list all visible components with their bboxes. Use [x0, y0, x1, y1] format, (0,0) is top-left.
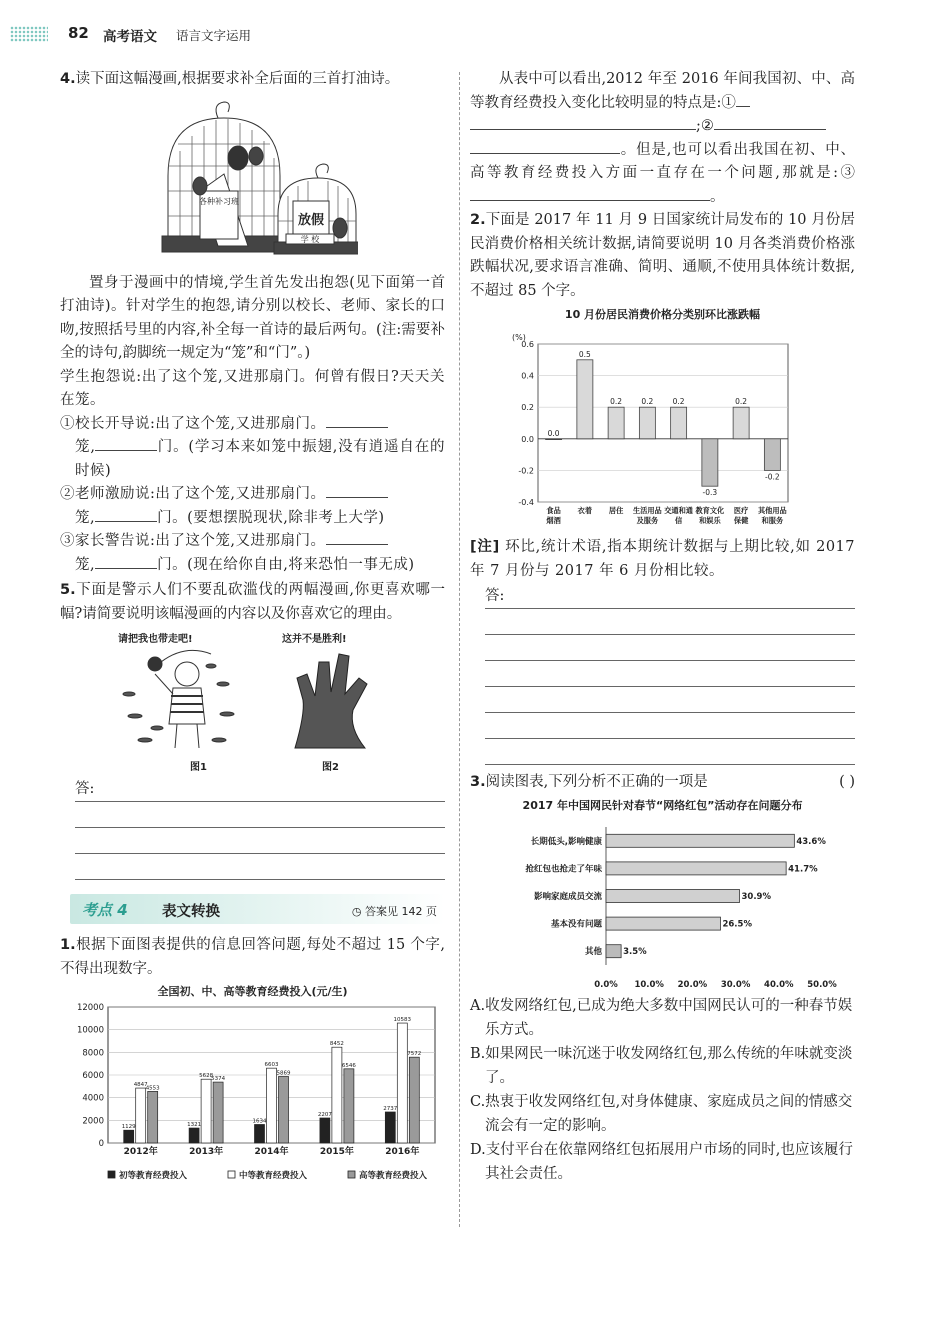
chart2-category-label: 信 — [675, 516, 683, 525]
chart2-category-label: 保健 — [733, 516, 749, 525]
cartoon-label-school: 学 校 — [300, 234, 319, 244]
q2-answer-line-7[interactable] — [485, 739, 855, 765]
clock-icon: ◷ — [351, 905, 365, 918]
q1-blank-1[interactable] — [470, 116, 696, 130]
chart2-ytick-label: -0.4 — [518, 498, 534, 507]
chart1-bar — [397, 1023, 407, 1143]
q5-answer-line-1[interactable]: 答: — [75, 776, 445, 802]
q4-instruction: 置身于漫画中的情境,学生首先发出抱怨(见下面第一首打油诗)。针对学生的抱怨,请分别以校长、老师、家长的口吻,按照括号里的内容,补全每一首诗的最后两句。(注:需要补全的诗句,韵脚统一规定为“笼”和“门”。) — [60, 274, 445, 361]
chart1-data-label: 5374 — [211, 1076, 226, 1083]
cartoon-label-holiday: 放假 — [297, 212, 324, 228]
chart1-ytick-label: 8000 — [82, 1048, 104, 1059]
poem3-blank-b[interactable] — [95, 555, 157, 569]
tree-stump-hand — [295, 654, 367, 748]
column-divider — [459, 72, 460, 1227]
chart2-ylabel: (%) — [512, 333, 526, 342]
chart3-category-label: 抢红包也抢走了年味 — [525, 863, 602, 874]
fig2-drawing — [275, 644, 385, 756]
chart3-xtick-label: 40.0% — [764, 979, 794, 990]
chart1-data-label: 2737 — [383, 1105, 398, 1112]
poem1-blank-b[interactable] — [95, 437, 157, 451]
chart2-ytick-label: 0.0 — [521, 434, 534, 444]
kaodian-tag: 考点 4 — [82, 901, 128, 919]
chart2-category-label: 及服务 — [636, 516, 659, 525]
chart2-category-label: 和服务 — [761, 516, 784, 525]
chart1-ytick-label: 2000 — [82, 1116, 104, 1127]
chart2-category-label: 其他用品 — [757, 506, 787, 515]
chart2-category-label: 衣着 — [577, 506, 593, 515]
q2-answer-line-2[interactable] — [485, 609, 855, 635]
chart1-bar — [320, 1118, 330, 1143]
chart1-bar — [136, 1088, 146, 1143]
q5-prompt: 5.下面是警示人们不要乱砍滥伐的两幅漫画,你更喜欢哪一幅?请简要说明该幅漫画的内容以及你喜欢它的理由。 — [60, 582, 445, 622]
chart1-legend-label: 初等教育经费投入 — [119, 1171, 188, 1181]
chart1-bar — [148, 1091, 158, 1143]
chart1-data-label: 5869 — [276, 1070, 291, 1077]
chart3-xtick-label: 0.0% — [594, 979, 618, 990]
chart2-bar — [733, 407, 749, 439]
chart1-data-label: 4553 — [145, 1085, 160, 1092]
chart1-bar — [267, 1068, 277, 1143]
chart1-legend-swatch — [228, 1171, 235, 1178]
q3-prompt: 3.阅读图表,下列分析不正确的一项是 ( ) — [470, 771, 855, 795]
chart1-data-label: 1321 — [187, 1122, 202, 1129]
person-head — [175, 662, 199, 686]
birdcage-cartoon — [148, 96, 358, 266]
chart3-category-label: 影响家庭成员交流 — [533, 891, 602, 902]
chart1-ytick-label: 10000 — [76, 1025, 104, 1036]
chart3-data-label: 43.6% — [796, 836, 826, 847]
chart1-bar — [385, 1112, 395, 1143]
q3-option-b[interactable]: B.如果网民一味沉迷于收发网络红包,那么传统的年味就变淡了。 — [470, 1045, 853, 1086]
chart3-data-label: 30.9% — [741, 891, 771, 902]
chart3-data-label: 26.5% — [722, 919, 752, 930]
q3-option-c[interactable]: C.热衷于收发网络红包,对身体健康、家庭成员之间的情感交流会有一定的影响。 — [470, 1093, 853, 1134]
chart1-ytick-label: 6000 — [82, 1071, 104, 1081]
chart1-ytick-label: 12000 — [76, 1003, 104, 1013]
chart2-category-label: 居住 — [608, 506, 624, 515]
fig1-caption: 请把我也带走吧! — [118, 634, 193, 645]
small-cage-hook — [315, 164, 327, 178]
chart1-legend-label: 高等教育经费投入 — [359, 1171, 428, 1181]
chart1-data-label: 10583 — [393, 1017, 412, 1024]
cartoon-label-classes: 各种补习班 — [198, 196, 239, 206]
chart1-data-label: 5628 — [199, 1073, 214, 1080]
chart2-data-label: 0.0 — [547, 428, 560, 438]
poem2-blank-b[interactable] — [95, 508, 157, 522]
chart1-legend-swatch — [348, 1171, 355, 1178]
poem1-blank-a[interactable] — [326, 414, 388, 428]
chart3-xtick-label: 10.0% — [634, 979, 664, 990]
chart1-bar — [332, 1047, 342, 1143]
chart1-data-label: 4847 — [133, 1082, 148, 1089]
q4-poem-1: ①校长开导说:出了这个笼,又进那扇门。 笼, 门。(学习本来如笼中振翅,没有逍遥自在的时候) — [60, 415, 446, 479]
chart2-ytick-label: 0.2 — [521, 403, 534, 413]
red-packet-problems-chart — [470, 817, 855, 992]
chart3-category-label: 其他 — [584, 946, 602, 957]
q1-blank-1a[interactable] — [736, 93, 750, 107]
q2-answer-line-6[interactable] — [485, 713, 855, 739]
chart2-ytick-label: 0.4 — [521, 371, 534, 381]
chart2-data-label: 0.2 — [610, 397, 623, 407]
chart1-bar — [409, 1057, 419, 1143]
book-title: 高考语文 — [103, 29, 157, 45]
q5-answer-area — [60, 776, 445, 880]
deforestation-cartoons — [60, 626, 445, 776]
chart2-category-label: 生活用品 — [632, 506, 662, 515]
chart3-xtick-label: 30.0% — [720, 979, 751, 990]
chart1-bar — [189, 1128, 199, 1143]
q4-prompt: 4.读下面这幅漫画,根据要求补全后面的三首打油诗。 — [60, 71, 400, 87]
chart1-data-label: 2207 — [317, 1111, 332, 1118]
chart1-ytick-label: 4000 — [82, 1093, 104, 1104]
q3-option-d[interactable]: D.支付平台在依靠网络红包拓展用户市场的同时,也应该履行其社会责任。 — [470, 1141, 853, 1182]
chart2-data-label: 0.5 — [578, 349, 591, 359]
section-title: 语言文字运用 — [176, 28, 252, 43]
q1-blank-2[interactable] — [470, 140, 620, 154]
q4-poem-2: ②老师激励说:出了这个笼,又进那扇门。 笼, 门。(要想摆脱现状,除非考上大学) — [60, 483, 445, 530]
right-column — [470, 68, 855, 1186]
chart3-xtick-label: 20.0% — [677, 979, 708, 990]
chart2-data-label: -0.3 — [702, 488, 718, 498]
q5-answer-line-4[interactable] — [75, 854, 445, 880]
q2-answer-line-3[interactable] — [485, 635, 855, 661]
q2-answer-area — [470, 583, 855, 765]
chart2-bar — [764, 439, 780, 471]
chart1-bar — [124, 1130, 134, 1143]
chart1-bar — [213, 1082, 223, 1143]
q2-answer-line-4[interactable] — [485, 661, 855, 687]
q4-student-poem: 学生抱怨说:出了这个笼,又进那扇门。何曾有假日?天天关在笼。 — [60, 368, 445, 408]
big-cage-hook — [216, 102, 229, 118]
chart1-bar — [201, 1079, 211, 1143]
chart2-plot-frame — [538, 344, 788, 502]
q1-prompt: 1.根据下面图表提供的信息回答问题,每处不超过 15 个字,不得出现数字。 — [60, 937, 445, 977]
chart2-data-label: -0.2 — [765, 472, 780, 482]
bird-figure — [228, 146, 248, 170]
poem2-blank-a[interactable] — [326, 484, 388, 498]
chart1-ytick-label: 0 — [98, 1139, 104, 1149]
chart1-category-label: 2014年 — [254, 1147, 289, 1157]
chart1-title: 全国初、中、高等教育经费投入(元/生) — [157, 985, 348, 998]
chart3-bar — [606, 861, 786, 874]
page-header — [0, 0, 950, 60]
cpi-change-chart — [470, 324, 855, 534]
chart2-ytick-label: -0.2 — [518, 466, 534, 476]
chart3-xtick-label: 50.0% — [807, 979, 837, 990]
chart3-bar — [606, 834, 794, 847]
chart2-bar — [671, 407, 687, 439]
q1-blank-2a[interactable] — [714, 116, 826, 130]
poem3-blank-a[interactable] — [326, 531, 388, 545]
chart2-bar — [639, 407, 655, 439]
chart3-category-label: 基本没有问题 — [550, 919, 602, 930]
chart1-category-label: 2013年 — [189, 1147, 224, 1157]
q2-answer-line-5[interactable] — [485, 687, 855, 713]
chart2-bar — [702, 439, 718, 486]
chart3-category-label: 长期低头,影响健康 — [530, 836, 602, 847]
chart1-category-label: 2012年 — [123, 1147, 158, 1157]
q3-options — [470, 994, 855, 1186]
chart2-category-label: 和娱乐 — [699, 516, 721, 525]
chart1-data-label: 6603 — [264, 1062, 279, 1069]
chart2-bar — [577, 360, 593, 439]
q2-answer-line-1[interactable]: 答: — [485, 583, 855, 609]
q5-answer-line-3[interactable] — [75, 828, 445, 854]
chart3-title: 2017 年中国网民针对春节“网络红包”活动存在问题分布 — [522, 798, 803, 812]
chart2-category-label: 教育文化 — [695, 506, 725, 515]
q2-prompt: 2.下面是 2017 年 11 月 9 日国家统计局发布的 10 月份居民消费价格相关统计数据,请简要说明 10 月各类消费价格涨跌幅状况,要求语言准确、简明、通顺,不使用具体统计数据,不超过 85 个字。 — [470, 212, 855, 299]
chart1-bar — [279, 1076, 289, 1143]
chart2-category-label: 食品 — [546, 506, 561, 515]
chart2-data-label: 0.2 — [735, 397, 748, 407]
kaodian-title: 表文转换 — [162, 904, 220, 920]
kaodian-banner — [70, 894, 445, 924]
education-funding-chart — [60, 999, 445, 1184]
fig1-label: 图1 — [190, 762, 207, 773]
chart2-category-label: 医疗 — [733, 506, 749, 515]
q4-poem-3: ③家长警告说:出了这个笼,又进那扇门。 笼, 门。(现在给你自由,将来恐怕一事无成) — [60, 533, 415, 573]
chart2-ytick-label: 0.6 — [521, 340, 534, 349]
q3-answer-paren[interactable]: ( ) — [839, 774, 855, 790]
chart3-data-label: 3.5% — [623, 946, 647, 957]
chart2-bar — [608, 407, 624, 439]
chart1-bar — [255, 1124, 265, 1143]
chart1-legend-label: 中等教育经费投入 — [239, 1171, 308, 1181]
chart1-data-label: 7572 — [407, 1051, 422, 1058]
left-column — [60, 68, 445, 1184]
chart1-category-label: 2016年 — [385, 1147, 420, 1157]
chart2-data-label: 0.2 — [672, 397, 685, 407]
chart3-bar — [606, 944, 621, 957]
chart1-data-label: 6546 — [341, 1062, 356, 1069]
q1-fill-line-2: ;② — [470, 115, 855, 139]
chart3-bar — [606, 889, 739, 902]
q1-fill-text: 从表中可以看出,2012 年至 2016 年间我国初、中、高等教育经费投入变化比较明显的特点是:① — [470, 71, 855, 111]
fig2-label: 图2 — [322, 762, 339, 773]
q3-option-a[interactable]: A.收发网络红包,已成为绝大多数中国网民认可的一种春节娱乐方式。 — [470, 997, 853, 1038]
header-dots-decoration — [10, 26, 48, 42]
bird-on-stick — [148, 657, 162, 671]
fig2-caption: 这并不是胜利! — [282, 634, 347, 645]
fig1-drawing — [115, 644, 245, 756]
chart2-category-label: 烟酒 — [546, 516, 561, 525]
chart1-data-label: 8452 — [329, 1041, 344, 1048]
chart2-title: 10 月份居民消费价格分类别环比涨跌幅 — [564, 308, 761, 321]
chart2-category-label: 交通和通 — [664, 506, 694, 515]
chart1-category-label: 2015年 — [319, 1147, 354, 1157]
chart1-bar — [344, 1069, 354, 1143]
chart3-bar — [606, 917, 720, 930]
chart3-data-label: 41.7% — [788, 863, 818, 874]
q1-fill-line-3: 。但是,也可以看出我国在初、中、高等教育经费投入方面一直存在一个问题,那就是:③。 — [470, 141, 855, 205]
chart1-data-label: 1634 — [252, 1118, 267, 1125]
q5-answer-line-2[interactable] — [75, 802, 445, 828]
chart2-bar — [546, 439, 562, 440]
q2-note: [注] 环比,统计术语,指本期统计数据与上期比较,如 2017 年 7 月份与 2017 年 6 月份相比较。 — [470, 539, 856, 579]
page-number: 82 — [68, 24, 89, 42]
q1-blank-3[interactable] — [470, 187, 710, 201]
chart2-data-label: 0.2 — [641, 397, 654, 407]
answer-reference: ◷ 答案见 142 页 — [351, 905, 437, 918]
chart1-data-label: 1129 — [121, 1124, 136, 1131]
chart1-legend-swatch — [108, 1171, 115, 1178]
